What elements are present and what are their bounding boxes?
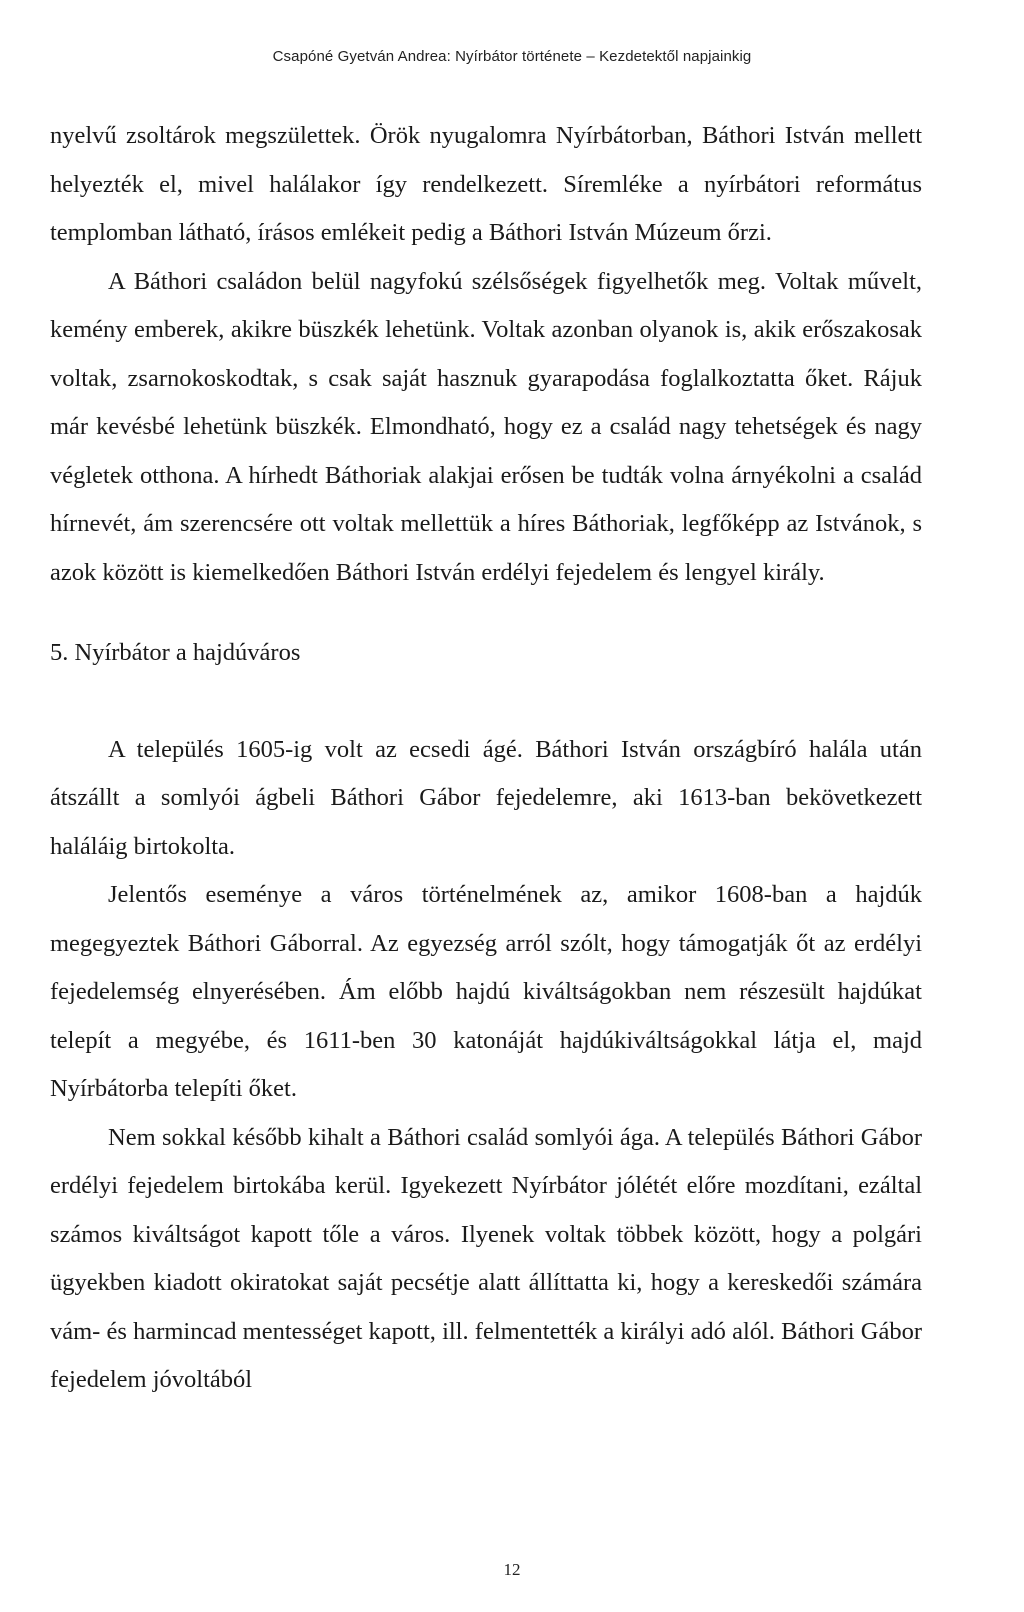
paragraph-bathori-family: A Báthori családon belül nagyfokú szélsőségek figyelhetők meg. Voltak művelt, kemény emberek, akikre büszkék lehetünk. Voltak azonban olyanok is, akik erőszakosak voltak, zsarnokoskodtak, s csak saját hasznuk gyarapodása foglalkoztatta őket. Rájuk már kevésbé lehetünk büszkék. Elmondható, hogy ez a család nagy tehetségek és nagy végletek otthona. A hírhedt Báthoriak alakjai erősen be tudták volna árnyékolni a család hírnevét, ám szerencsére ott voltak mellettük a híres Báthoriak, legfőképp az Istvánok, s azok között is kiemelkedően Báthori István erdélyi fejedelem és lengyel király.: [50, 267, 922, 586]
running-header: Csapóné Gyetván Andrea: Nyírbátor története – Kezdetektől napjainkig: [272, 48, 752, 65]
section-heading: 5. Nyírbátor a hajdúváros: [50, 639, 301, 666]
paragraph-somlyo-branch: Nem sokkal később kihalt a Báthori család somlyói ága. A település Báthori Gábor erdélyi fejedelem birtokába kerül. Igyekezett Nyírbátor jólétét előre mozdítani, ezáltal számos kiváltságot kapott tőle a város. Ilyenek voltak többek között, hogy a polgári ügyekben kiadott okiratokat saját pecsétje alatt állíttatta ki, hogy a kereskedői számára vám- és harmincad mentességet kapott, ill. felmentették a királyi adó alól. Báthori Gábor fejedelem jóvoltából: [50, 1123, 922, 1393]
paragraph-continuation: nyelvű zsoltárok megszülettek. Örök nyugalomra Nyírbátorban, Báthori István mellett helyezték el, mivel halálakor így rendelkezett. Síremléke a nyírbátori református templomban látható, írásos emlékeit pedig a Báthori István Múzeum őrzi.: [50, 122, 922, 246]
paragraph-hajduk-1608: Jelentős eseménye a város történelmének az, amikor 1608-ban a hajdúk megegyeztek Báthori Gáborral. Az egyezség arról szólt, hogy támogatják őt az erdélyi fejedelemség elnyerésében. Ám előbb hajdú kiváltságokban nem részesült hajdúkat telepít a megyébe, és 1611-ben 30 katonáját hajdúkiváltságokkal látja el, majd Nyírbátorba telepíti őket.: [50, 881, 922, 1102]
paragraph-settlement-1605: A település 1605-ig volt az ecsedi ágé. Báthori István országbíró halála után átszállt a somlyói ágbeli Báthori Gábor fejedelemre, aki 1613-ban bekövetkezett haláláig birtokolta.: [50, 735, 922, 860]
page-number: 12: [503, 1560, 521, 1579]
body-text: [50, 112, 922, 1405]
